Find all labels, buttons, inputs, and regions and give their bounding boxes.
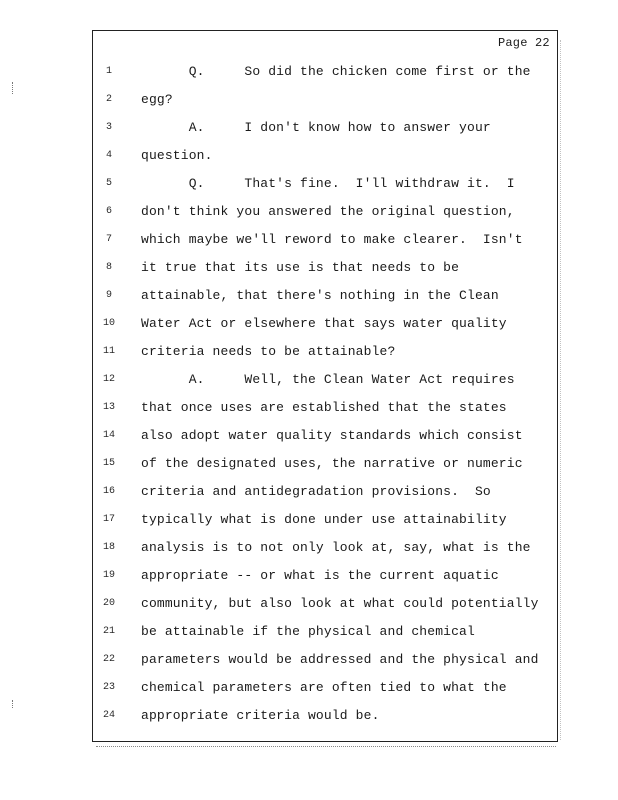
line-number: 3 xyxy=(105,122,112,133)
transcript-line: don't think you answered the original question, xyxy=(141,204,515,219)
transcript-line: Q. That's fine. I'll withdraw it. I xyxy=(141,176,515,191)
line-number: 19 xyxy=(102,570,115,581)
line-number: 22 xyxy=(102,654,115,665)
line-number: 10 xyxy=(102,318,115,329)
line-number: 24 xyxy=(102,710,115,721)
transcript-line: appropriate -- or what is the current aquatic xyxy=(141,568,499,583)
line-number: 23 xyxy=(102,682,115,693)
transcript-line: appropriate criteria would be. xyxy=(141,708,380,723)
transcript-text-column xyxy=(141,62,556,734)
transcript-line: A. Well, the Clean Water Act requires xyxy=(141,372,515,387)
transcript-line: attainable, that there's nothing in the Clean xyxy=(141,288,499,303)
line-number: 15 xyxy=(102,458,115,469)
transcript-line: Water Act or elsewhere that says water quality xyxy=(141,316,507,331)
left-margin-mark xyxy=(12,700,15,708)
transcript-line: of the designated uses, the narrative or numeric xyxy=(141,456,523,471)
line-number: 6 xyxy=(105,206,112,217)
line-number: 4 xyxy=(105,150,112,161)
page-number: Page 22 xyxy=(498,36,550,50)
line-number: 7 xyxy=(105,234,112,245)
transcript-line: typically what is done under use attainability xyxy=(141,512,507,527)
right-edge-scan-noise xyxy=(560,40,563,740)
transcript-line: Q. So did the chicken come first or the xyxy=(141,64,531,79)
transcript-line: be attainable if the physical and chemical xyxy=(141,624,475,639)
transcript-line: question. xyxy=(141,148,213,163)
line-number: 18 xyxy=(102,542,115,553)
transcript-line: chemical parameters are often tied to what the xyxy=(141,680,507,695)
bottom-edge-scan-noise xyxy=(96,746,556,747)
transcript-line: that once uses are established that the states xyxy=(141,400,507,415)
line-number: 1 xyxy=(105,66,112,77)
line-number: 20 xyxy=(102,598,115,609)
line-number: 9 xyxy=(105,290,112,301)
transcript-line: criteria and antidegradation provisions. So xyxy=(141,484,491,499)
line-number-column xyxy=(96,62,122,734)
line-number: 14 xyxy=(102,430,115,441)
left-margin-mark xyxy=(12,82,15,94)
line-number: 16 xyxy=(102,486,115,497)
line-number: 11 xyxy=(102,346,115,357)
transcript-line: criteria needs to be attainable? xyxy=(141,344,396,359)
line-number: 17 xyxy=(102,514,115,525)
line-number: 5 xyxy=(105,178,112,189)
line-number: 13 xyxy=(102,402,115,413)
line-number: 8 xyxy=(105,262,112,273)
transcript-line: analysis is to not only look at, say, what is the xyxy=(141,540,531,555)
transcript-line: parameters would be addressed and the physical and xyxy=(141,652,539,667)
transcript-line: A. I don't know how to answer your xyxy=(141,120,491,135)
transcript-line: community, but also look at what could potentially xyxy=(141,596,539,611)
transcript-line: egg? xyxy=(141,92,173,107)
line-number: 2 xyxy=(105,94,112,105)
transcript-line: which maybe we'll reword to make clearer. Isn't xyxy=(141,232,523,247)
transcript-line: also adopt water quality standards which consist xyxy=(141,428,523,443)
line-number: 12 xyxy=(102,374,115,385)
transcript-line: it true that its use is that needs to be xyxy=(141,260,460,275)
line-number: 21 xyxy=(102,626,115,637)
